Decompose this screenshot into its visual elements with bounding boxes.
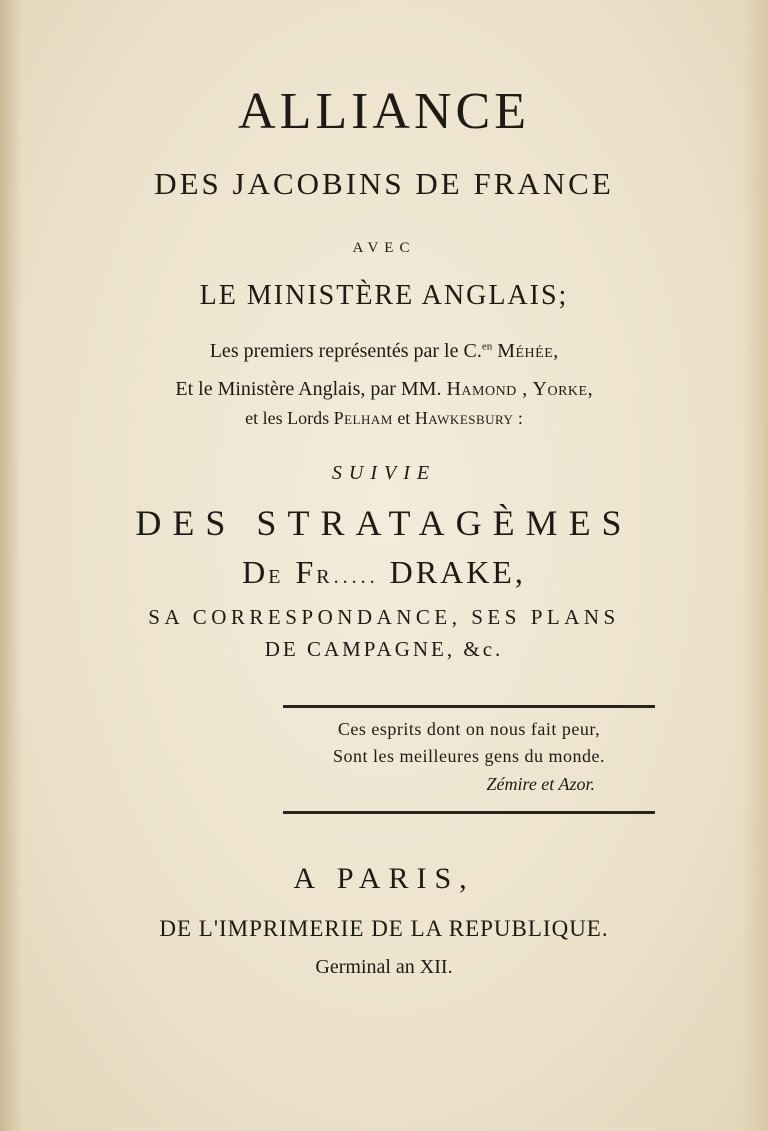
author-name: Méhée xyxy=(497,340,554,362)
title-line-jacobins: DES JACOBINS DE FRANCE xyxy=(154,166,614,201)
subtitle-punct: , xyxy=(553,340,559,362)
suivie-heading: SUIVIE xyxy=(331,462,437,484)
subtitle-text: Et le Ministère Anglais, par MM. xyxy=(175,378,442,400)
epigraph-rule-bottom xyxy=(283,811,655,814)
drake-fr-initial: F xyxy=(295,554,317,590)
drake-de-rest: E xyxy=(268,566,285,588)
imprint-city: A PARIS, xyxy=(293,862,475,895)
title-line-ministere: LE MINISTÈRE ANGLAIS; xyxy=(199,280,569,311)
subtitle-text: Les premiers représentés par le C. xyxy=(209,340,482,362)
subtitle-punct: : xyxy=(517,408,523,428)
subtitle-line-1 xyxy=(0,340,768,363)
epigraph-rule-top xyxy=(283,705,655,708)
minister-names: Hamond , Yorke xyxy=(446,378,588,400)
imprint-printer: DE L'IMPRIMERIE DE LA REPUBLIQUE. xyxy=(159,916,609,941)
subtitle-line-3 xyxy=(0,408,768,429)
drake-name: DRAKE, xyxy=(389,554,526,590)
campagne-line: DE CAMPAGNE, &c. xyxy=(264,637,504,661)
subtitle-text: et xyxy=(397,408,411,428)
correspondance-line: SA CORRESPONDANCE, SES PLANS xyxy=(148,605,620,629)
subtitle-text: et les Lords xyxy=(245,408,330,428)
epigraph-line-1: Ces esprits dont on nous fait peur, xyxy=(337,719,601,739)
lord-name-hawkesbury: Hawkesbury xyxy=(414,408,514,428)
drake-fr-rest: R..... xyxy=(316,566,379,588)
lord-name-pelham: Pelham xyxy=(333,408,393,428)
drake-line xyxy=(0,554,768,591)
title-line-avec: AVEC xyxy=(352,240,416,256)
epigraph-source: Zémire et Azor. xyxy=(486,774,595,794)
imprint-date: Germinal an XII. xyxy=(315,956,453,978)
subtitle-punct: , xyxy=(587,378,593,400)
drake-de-initial: D xyxy=(242,554,269,590)
subtitle-superscript: en xyxy=(481,340,493,353)
epigraph-line-2: Sont les meilleures gens du monde. xyxy=(333,746,605,766)
subtitle-line-2 xyxy=(0,378,768,401)
stratagemes-heading: DES STRATAGÈMES xyxy=(135,503,633,543)
title-main: ALLIANCE xyxy=(238,83,530,140)
